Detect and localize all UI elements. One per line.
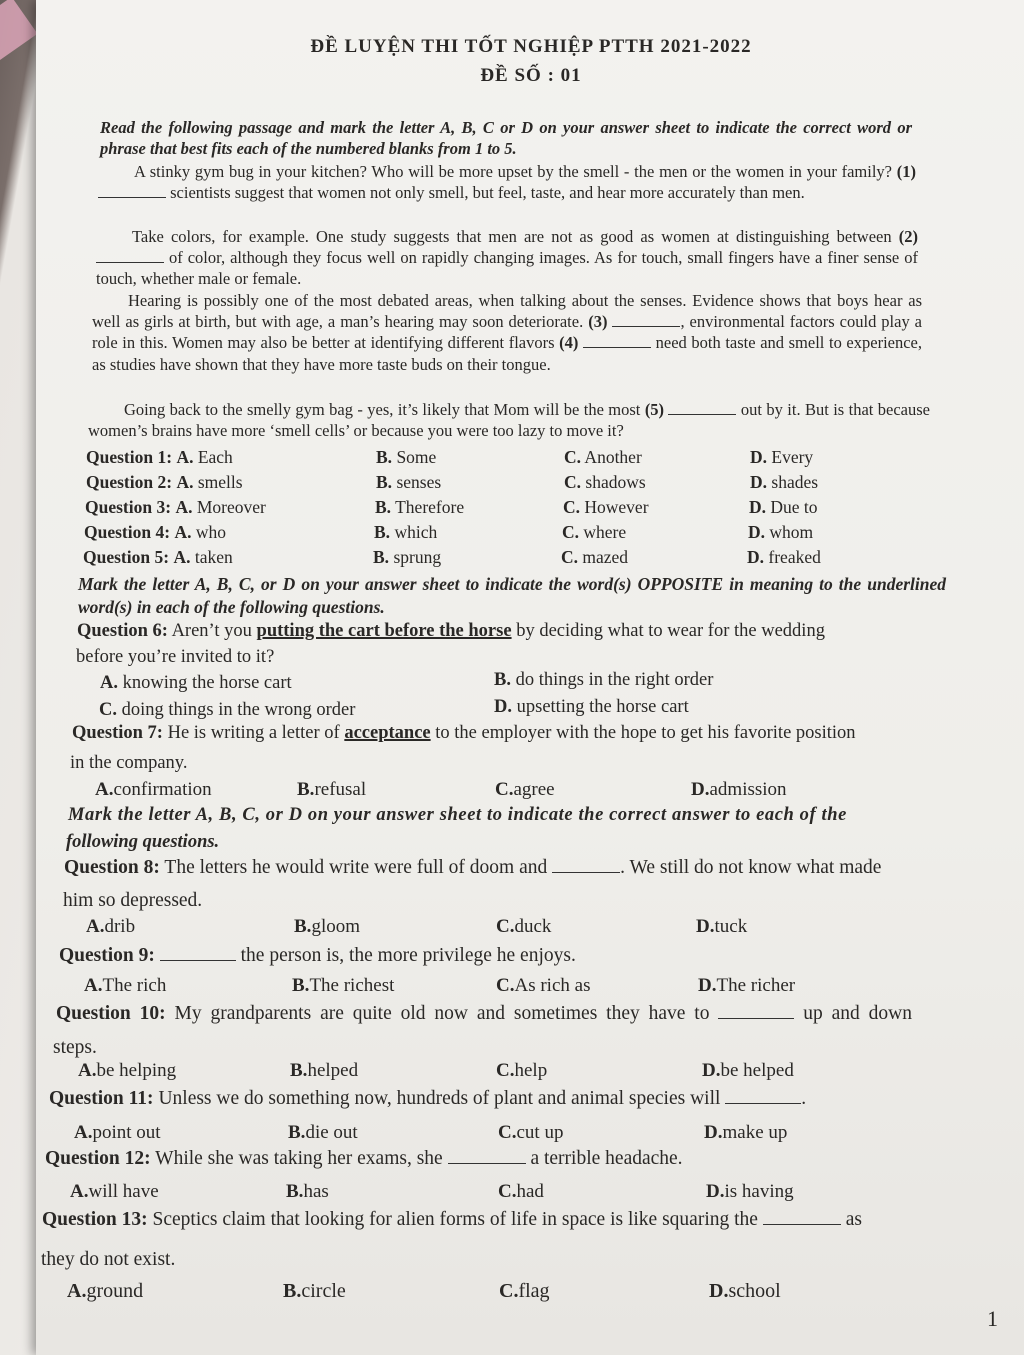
option-2a[interactable]: smells [193,472,243,492]
section3-instruction-line2: following questions. [66,832,220,852]
option-13b[interactable]: B.circle [283,1280,346,1302]
blank-4 [583,333,651,348]
option-10c[interactable]: C.help [496,1060,548,1081]
option-3a[interactable]: Moreover [192,497,266,517]
option-13c[interactable]: C.flag [499,1280,550,1302]
page-number: 1 [987,1306,998,1331]
blank-13 [763,1210,841,1225]
option-12d[interactable]: D.is having [706,1181,794,1202]
section2-instruction: Mark the letter A, B, C, or D on your answer sheet to indicate the word(s) OPPOSITE in meaning to the underlined word(s) in each of the following questions. [78,574,946,617]
option-9a[interactable]: A.The rich [84,975,167,996]
option-13d[interactable]: D.school [709,1280,781,1302]
question-2-row: Question 2: A. smells B. senses C. shadows D. shades [86,472,819,492]
option-12a[interactable]: A.will have [70,1181,159,1202]
underlined-phrase-6: putting the cart before the horse [256,621,512,641]
question-11-options [74,1122,787,1144]
option-6b[interactable]: B. do things in the right order [494,670,714,690]
blank-3 [612,312,680,327]
question-9-stem: Question 9: the person is, the more privilege he enjoys. [59,945,576,966]
question-6-stem: Question 6: Aren’t you putting the cart before the horse by deciding what to wear for the wedding [77,621,825,641]
option-4b[interactable]: which [390,522,438,542]
option-3c[interactable]: However [580,497,649,517]
option-11a[interactable]: A.point out [74,1122,161,1143]
option-11d[interactable]: D.make up [704,1122,788,1143]
section3-instruction: Mark the letter A, B, C, or D on your answer sheet to indicate the correct answer to each of the [68,805,847,825]
question-12-stem: Question 12: While she was taking her exams, she a terrible headache. [45,1148,683,1169]
exam-number: ĐỀ SỐ : 01 [480,65,582,86]
passage-paragraph-2: Take colors, for example. One study suggests that men are not as good as women at distinguishing between (2) of color, although they focus well on rapidly changing images. As for touch, small fingers have a finer sense of touch, whether male or female. [96,227,918,289]
option-8d[interactable]: D.tuck [696,916,748,937]
blank-2 [96,248,164,263]
option-8b[interactable]: B.gloom [294,916,360,937]
option-8a[interactable]: A.drib [86,916,136,937]
question-5-row: Question 5: A. taken B. sprung C. mazed D. freaked [83,547,821,567]
question-8-stem-line2: him so depressed. [63,890,203,911]
blank-12 [448,1149,526,1164]
question-1-row: Question 1: A. Each B. Some C. Another D. Every [86,447,814,467]
question-13-stem: Question 13: Sceptics claim that looking for alien forms of life in space is like squaring the as [42,1209,862,1230]
option-10d[interactable]: D.be helped [702,1060,794,1081]
question-9-options [84,975,795,997]
blank-11 [725,1089,801,1104]
blank-1 [98,183,166,198]
blank-5 [668,400,736,415]
question-13-stem-line2: they do not exist. [41,1249,176,1270]
option-2c[interactable]: shadows [581,472,646,492]
option-4a[interactable]: who [191,522,226,542]
underlined-word-7: acceptance [344,723,431,743]
pink-sticker [0,0,37,68]
option-10b[interactable]: B.helped [290,1060,359,1081]
option-1d[interactable]: Every [767,447,814,467]
question-8-options [86,916,747,938]
section1-instruction: Read the following passage and mark the letter A, B, C or D on your answer sheet to indicate the correct word or phrase that best fits each of the numbered blanks from 1 to 5. [100,118,912,159]
option-1a[interactable]: Each [193,447,233,467]
option-11c[interactable]: C.cut up [498,1122,564,1143]
question-13-options [67,1280,781,1303]
option-7d[interactable]: D.admission [691,779,787,800]
option-12b[interactable]: B.has [286,1181,329,1202]
option-3b[interactable]: Therefore [391,497,465,517]
option-6a[interactable]: A. knowing the horse cart [100,673,292,693]
option-6c[interactable]: C. doing things in the wrong order [99,700,356,720]
option-11b[interactable]: B.die out [288,1122,358,1143]
blank-8 [552,858,620,873]
question-12-options [70,1181,794,1203]
question-10-options [78,1060,794,1082]
exam-title: ĐỀ LUYỆN THI TỐT NGHIỆP PTTH 2021-2022 [310,36,752,57]
option-5c[interactable]: mazed [578,547,629,567]
question-7-options [95,779,787,801]
option-7a[interactable]: A.confirmation [95,779,212,800]
option-2b[interactable]: senses [392,472,442,492]
option-7b[interactable]: B.refusal [297,779,367,800]
blank-9 [160,946,236,961]
option-13a[interactable]: A.ground [67,1280,144,1302]
question-10-stem-line2: steps. [53,1037,97,1058]
option-1b[interactable]: Some [392,447,437,467]
option-8c[interactable]: C.duck [496,916,552,937]
passage-paragraph-3: Hearing is possibly one of the most debated areas, when talking about the senses. Evidence shows that boys hear as well as girls at birth, but with age, a man’s hearing may soon deteriorate. (3) , environmental factors could play a role in this. Women may also be better at identifying different flavors (4) need both taste and smell to experience, as studies have shown that they have more taste buds on their tongue. [92,291,923,374]
option-10a[interactable]: A.be helping [78,1060,177,1081]
option-5b[interactable]: sprung [389,547,442,567]
question-7-stem-line2: in the company. [70,753,188,773]
question-7-stem: Question 7: He is writing a letter of acceptance to the employer with the hope to get his favorite position [72,723,856,743]
option-4d[interactable]: whom [765,522,814,542]
option-9c[interactable]: C.As rich as [496,975,591,996]
question-11-stem: Question 11: Unless we do something now, hundreds of plant and animal species will . [49,1088,807,1109]
option-6d[interactable]: D. upsetting the horse cart [494,697,689,717]
option-5a[interactable]: taken [190,547,233,567]
option-2d[interactable]: shades [767,472,819,492]
option-3d[interactable]: Due to [766,497,818,517]
passage-paragraph-1: A stinky gym bug in your kitchen? Who will be more upset by the smell - the men or the women in your family? (1) scientists suggest that women not only smell, but feel, taste, and hear more accurately than men. [98,161,916,203]
option-9d[interactable]: D.The richer [698,975,796,996]
option-12c[interactable]: C.had [498,1181,544,1202]
blank-10 [718,1004,794,1019]
question-6-stem-line2: before you’re invited to it? [76,647,275,667]
passage-paragraph-4: Going back to the smelly gym bag - yes, it’s likely that Mom will be the most (5) out by it. But is that because women’s brains have more ‘smell cells’ or because you were too lazy to move it? [88,400,930,441]
option-1c[interactable]: Another [581,447,642,467]
option-7c[interactable]: C.agree [495,779,555,800]
option-5d[interactable]: freaked [764,547,821,567]
exam-page [36,0,1024,1355]
option-9b[interactable]: B.The richest [292,975,395,996]
question-4-row: Question 4: A. who B. which C. where D. whom [84,522,814,542]
question-10-stem: Question 10: My grandparents are quite old now and sometimes they have to up and down [56,1003,912,1024]
option-4c[interactable]: where [579,522,627,542]
question-8-stem: Question 8: The letters he would write were full of doom and . We still do not know what made [64,857,882,878]
question-3-row: Question 3: A. Moreover B. Therefore C. However D. Due to [85,497,818,517]
